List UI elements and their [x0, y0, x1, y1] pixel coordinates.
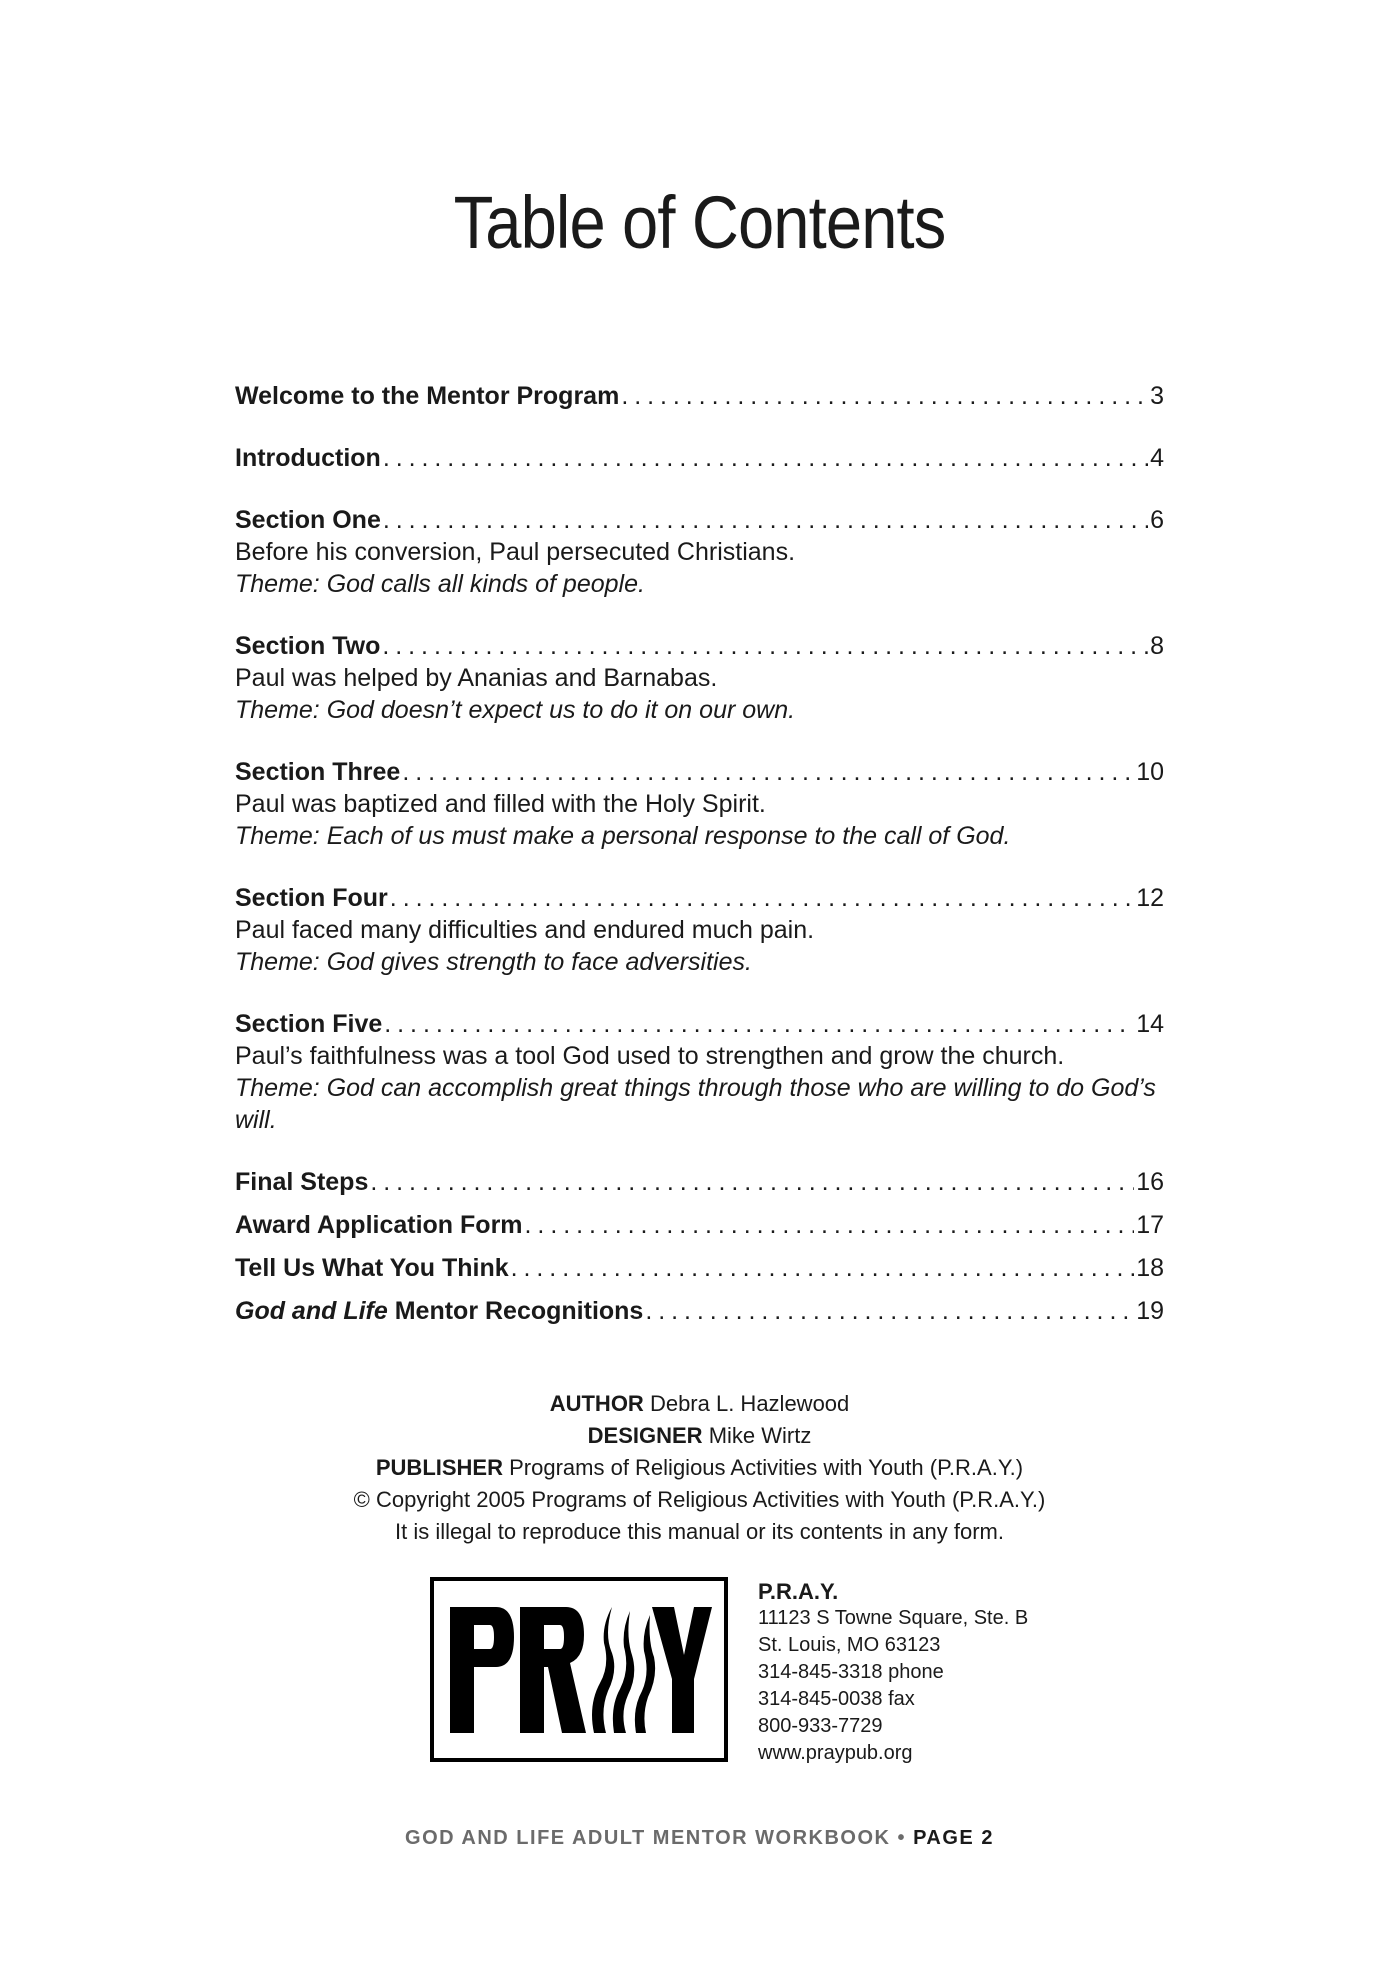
- credit-value: Mike Wirtz: [702, 1423, 812, 1448]
- toc-page-number: 10: [1136, 758, 1164, 786]
- legal-notice: It is illegal to reproduce this manual or its contents in any form.: [395, 1519, 1004, 1544]
- toc-label: [235, 1295, 643, 1327]
- toc-entry-section-three[interactable]: [235, 756, 1164, 852]
- toc-page-number: 18: [1136, 1254, 1164, 1282]
- toc-entry-section-five[interactable]: [235, 1008, 1164, 1136]
- credit-designer: [0, 1420, 1399, 1452]
- toc-label: Section Four: [235, 884, 388, 912]
- toc-entry-introduction[interactable]: [235, 442, 1164, 474]
- credit-label: AUTHOR: [549, 1391, 644, 1416]
- dot-leader: [384, 1008, 1134, 1040]
- toc-description: Paul’s faithfulness was a tool God used to strengthen and grow the church.: [235, 1042, 1065, 1070]
- toc-label: Section One: [235, 506, 381, 534]
- dot-leader: [511, 1252, 1135, 1284]
- toc-page-number: 17: [1136, 1211, 1164, 1239]
- toc-page-number: 14: [1136, 1010, 1164, 1038]
- table-of-contents: [235, 380, 1164, 1338]
- toc-label: Tell Us What You Think: [235, 1254, 509, 1282]
- address-phone: 314-845-3318 phone: [758, 1661, 944, 1683]
- dot-leader: [390, 882, 1134, 914]
- toc-page-number: 3: [1150, 382, 1164, 410]
- toc-label: Award Application Form: [235, 1211, 523, 1239]
- publisher-address: [758, 1578, 1028, 1767]
- toc-theme: Theme: Each of us must make a personal response to the call of God.: [235, 822, 1011, 850]
- dot-leader: [621, 380, 1148, 412]
- copyright-line: © Copyright 2005 Programs of Religious Activities with Youth (P.R.A.Y.): [353, 1487, 1046, 1512]
- page-title: Table of Contents: [453, 181, 946, 264]
- toc-page-number: 12: [1136, 884, 1164, 912]
- toc-entry-award-form[interactable]: [235, 1209, 1164, 1241]
- toc-label: Section Five: [235, 1010, 383, 1038]
- dot-leader: [370, 1166, 1134, 1198]
- address-city: St. Louis, MO 63123: [758, 1634, 941, 1656]
- toc-page-number: 16: [1136, 1168, 1164, 1196]
- page-footer: [0, 1827, 1399, 1850]
- credit-value: Debra L. Hazlewood: [643, 1391, 850, 1416]
- credit-publisher: [0, 1452, 1399, 1484]
- toc-label-italic: God and Life: [235, 1297, 388, 1325]
- toc-label: Section Three: [235, 758, 401, 786]
- toc-description: Before his conversion, Paul persecuted Christians.: [235, 538, 796, 566]
- toc-description: Paul faced many difficulties and endured much pain.: [235, 916, 815, 944]
- toc-page-number: 19: [1136, 1297, 1164, 1325]
- toc-entry-tell-us[interactable]: [235, 1252, 1164, 1284]
- dot-leader: [383, 442, 1148, 474]
- toc-theme: Theme: God can accomplish great things through those who are willing to do God’s will.: [235, 1074, 1156, 1134]
- toc-entry-section-one[interactable]: [235, 504, 1164, 600]
- toc-page-number: 8: [1150, 632, 1164, 660]
- toc-label: Final Steps: [235, 1168, 369, 1196]
- footer-book-title: GOD AND LIFE ADULT MENTOR WORKBOOK •: [405, 1827, 914, 1849]
- address-web[interactable]: www.praypub.org: [758, 1742, 913, 1764]
- pray-logo-icon: [444, 1595, 714, 1745]
- dot-leader: [525, 1209, 1135, 1241]
- address-org: P.R.A.Y.: [758, 1579, 839, 1604]
- toc-entry-section-four[interactable]: [235, 882, 1164, 978]
- toc-entry-welcome[interactable]: [235, 380, 1164, 412]
- credit-author: [0, 1388, 1399, 1420]
- toc-entry-section-two[interactable]: [235, 630, 1164, 726]
- credit-label: DESIGNER: [587, 1423, 703, 1448]
- toc-theme: Theme: God calls all kinds of people.: [235, 570, 645, 598]
- dot-leader: [383, 504, 1148, 536]
- dot-leader: [382, 630, 1148, 662]
- address-street: 11123 S Towne Square, Ste. B: [758, 1607, 1029, 1629]
- dot-leader: [402, 756, 1134, 788]
- toc-page-number: 4: [1150, 444, 1164, 472]
- toc-label-rest: Mentor Recognitions: [387, 1297, 644, 1325]
- dot-leader: [645, 1295, 1134, 1327]
- toc-page-number: 6: [1150, 506, 1164, 534]
- toc-entry-final-steps[interactable]: [235, 1166, 1164, 1198]
- toc-label: Welcome to the Mentor Program: [235, 382, 620, 410]
- credits-block: [0, 1388, 1399, 1548]
- toc-description: Paul was baptized and filled with the Holy Spirit.: [235, 790, 766, 818]
- address-tollfree: 800-933-7729: [758, 1715, 883, 1737]
- footer-page-number: PAGE 2: [913, 1827, 994, 1849]
- credit-label: PUBLISHER: [375, 1455, 503, 1480]
- toc-label: Introduction: [235, 444, 381, 472]
- pray-logo: [430, 1577, 728, 1762]
- toc-theme: Theme: God doesn’t expect us to do it on our own.: [235, 696, 796, 724]
- toc-entry-recognitions[interactable]: [235, 1295, 1164, 1327]
- toc-label: Section Two: [235, 632, 381, 660]
- address-fax: 314-845-0038 fax: [758, 1688, 915, 1710]
- toc-description: Paul was helped by Ananias and Barnabas.: [235, 664, 718, 692]
- toc-theme: Theme: God gives strength to face adversities.: [235, 948, 752, 976]
- credit-value: Programs of Religious Activities with Youth (P.R.A.Y.): [503, 1455, 1024, 1480]
